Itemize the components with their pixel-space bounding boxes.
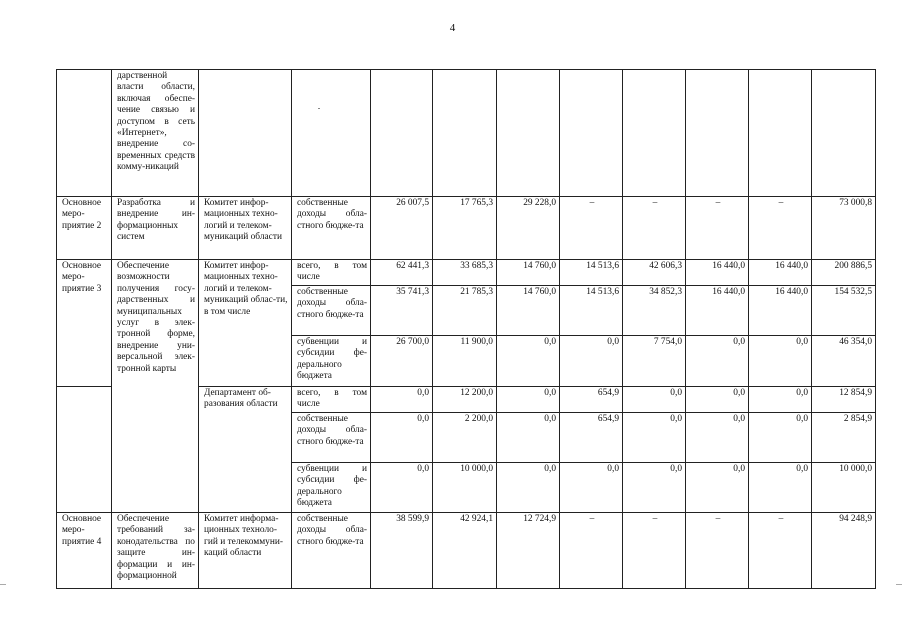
value-cell: 2 854,9: [812, 413, 876, 463]
value-cell: [812, 70, 876, 197]
funding-source-cell: собственные доходы обла-стного бюдже-та: [292, 197, 371, 260]
value-cell: 11 900,0: [433, 336, 497, 387]
value-cell: 0,0: [560, 463, 623, 513]
value-cell: 12 724,9: [497, 513, 560, 589]
value-cell: [497, 70, 560, 197]
executor-cell: Комитет инфор-мационных техно-логий и телеком-муникаций области: [199, 197, 292, 260]
value-cell: 0,0: [749, 387, 812, 413]
value-cell: 0,0: [686, 336, 749, 387]
value-cell: 0,0: [371, 413, 433, 463]
value-cell: –: [686, 197, 749, 260]
event-name-cell: Основное меро-приятие 4: [57, 513, 112, 589]
value-cell: 35 741,3: [371, 286, 433, 336]
value-cell: 14 760,0: [497, 286, 560, 336]
event-description-cell: дарственной власти области, включая обеспе-чение связью и доступом в сеть «Интернет», внедрение со-временных средств комму-никаций: [112, 70, 199, 197]
value-cell: 42 606,3: [623, 260, 686, 286]
executor-cell: Комитет информа-ционных техноло-гий и телекоммуни-каций области: [199, 513, 292, 589]
value-cell: 0,0: [749, 413, 812, 463]
value-cell: 62 441,3: [371, 260, 433, 286]
event-name-cell: Основное меро-приятие 2: [57, 197, 112, 260]
value-cell: 10 000,0: [812, 463, 876, 513]
funding-source-cell: [292, 70, 371, 197]
value-cell: 29 228,0: [497, 197, 560, 260]
value-cell: –: [749, 513, 812, 589]
funding-source-cell: субвенции и субсидии фе-дерального бюджета: [292, 463, 371, 513]
value-cell: –: [749, 197, 812, 260]
value-cell: 0,0: [497, 463, 560, 513]
value-cell: 7 754,0: [623, 336, 686, 387]
value-cell: [749, 70, 812, 197]
value-cell: –: [623, 513, 686, 589]
funding-source-cell: собственные доходы обла-стного бюдже-та: [292, 513, 371, 589]
table-row: [57, 260, 876, 286]
value-cell: 16 440,0: [686, 260, 749, 286]
value-cell: 34 852,3: [623, 286, 686, 336]
value-cell: [686, 70, 749, 197]
value-cell: [371, 70, 433, 197]
value-cell: 0,0: [560, 336, 623, 387]
table-row: [57, 197, 876, 260]
value-cell: 654,9: [560, 387, 623, 413]
value-cell: 38 599,9: [371, 513, 433, 589]
funding-source-cell: всего, в том числе: [292, 260, 371, 286]
value-cell: 0,0: [371, 387, 433, 413]
edge-mark-left: [0, 584, 6, 585]
value-cell: 0,0: [497, 387, 560, 413]
funding-source-cell: всего, в том числе: [292, 387, 371, 413]
value-cell: 0,0: [623, 387, 686, 413]
value-cell: 154 532,5: [812, 286, 876, 336]
value-cell: 17 765,3: [433, 197, 497, 260]
value-cell: 94 248,9: [812, 513, 876, 589]
value-cell: 42 924,1: [433, 513, 497, 589]
value-cell: –: [560, 513, 623, 589]
value-cell: 33 685,3: [433, 260, 497, 286]
value-cell: 0,0: [686, 413, 749, 463]
value-cell: 14 513,6: [560, 286, 623, 336]
funding-source-cell: собственные доходы обла-стного бюдже-та: [292, 413, 371, 463]
funding-source-cell: собственные доходы обла-стного бюдже-та: [292, 286, 371, 336]
event-description-cell: Обеспечение возможности получения госу-дарственных и муниципальных услуг в элек-тронной форме, внедрение уни-версальной элек-тронной карты: [112, 260, 199, 513]
value-cell: –: [560, 197, 623, 260]
value-cell: 0,0: [623, 413, 686, 463]
value-cell: 21 785,3: [433, 286, 497, 336]
value-cell: [560, 70, 623, 197]
value-cell: –: [623, 197, 686, 260]
value-cell: 12 854,9: [812, 387, 876, 413]
value-cell: 46 354,0: [812, 336, 876, 387]
value-cell: –: [686, 513, 749, 589]
value-cell: 16 440,0: [749, 286, 812, 336]
table-row: [57, 513, 876, 589]
event-name-cell: Основное меро-приятие 3: [57, 260, 112, 387]
value-cell: 16 440,0: [749, 260, 812, 286]
value-cell: 0,0: [497, 413, 560, 463]
value-cell: 26 700,0: [371, 336, 433, 387]
value-cell: 0,0: [686, 387, 749, 413]
value-cell: 16 440,0: [686, 286, 749, 336]
value-cell: [433, 70, 497, 197]
funding-source-cell: субвенции и субсидии фе-дерального бюджета: [292, 336, 371, 387]
value-cell: 654,9: [560, 413, 623, 463]
value-cell: 0,0: [497, 336, 560, 387]
value-cell: 0,0: [623, 463, 686, 513]
event-description-cell: Разработка и внедрение ин-формационных систем: [112, 197, 199, 260]
value-cell: 14 760,0: [497, 260, 560, 286]
executor-cell: Департамент об-разования области: [199, 387, 292, 513]
value-cell: 0,0: [749, 336, 812, 387]
value-cell: 26 007,5: [371, 197, 433, 260]
event-name-cell: [57, 387, 112, 513]
event-name-cell: [57, 70, 112, 197]
value-cell: 73 000,8: [812, 197, 876, 260]
value-cell: 0,0: [749, 463, 812, 513]
executor-cell: [199, 70, 292, 197]
edge-mark-right: [896, 584, 902, 585]
table-row: [57, 70, 876, 197]
value-cell: 14 513,6: [560, 260, 623, 286]
executor-cell: Комитет инфор-мационных техно-логий и телеком-муникаций облас-ти, в том числе: [199, 260, 292, 387]
value-cell: 0,0: [686, 463, 749, 513]
event-description-cell: Обеспечение требований за-конодательства по защите ин-формации и ин-формационной: [112, 513, 199, 589]
budget-table: [56, 69, 876, 589]
value-cell: 2 200,0: [433, 413, 497, 463]
page-number: 4: [449, 22, 456, 34]
value-cell: 200 886,5: [812, 260, 876, 286]
value-cell: [623, 70, 686, 197]
value-cell: 10 000,0: [433, 463, 497, 513]
value-cell: 0,0: [371, 463, 433, 513]
value-cell: 12 200,0: [433, 387, 497, 413]
